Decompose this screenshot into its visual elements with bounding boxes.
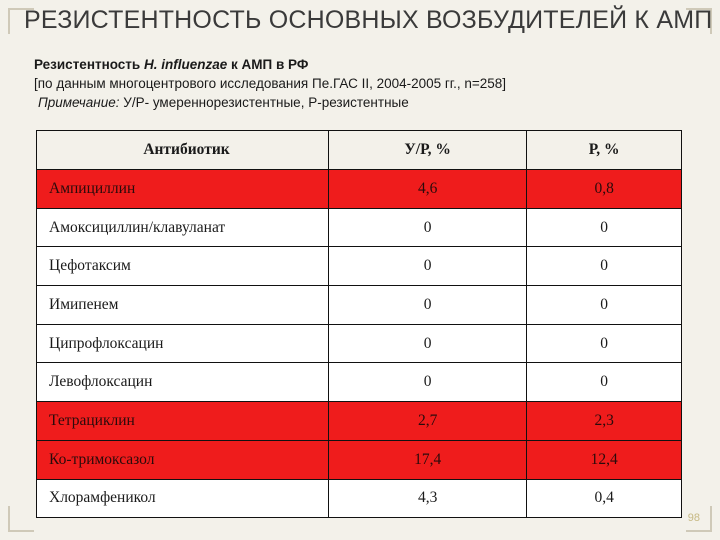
r-value-cell: 12,4 xyxy=(527,440,682,479)
slide-subtitle xyxy=(34,55,506,112)
antibiotic-cell: Хлорамфеникол xyxy=(37,479,329,518)
resistance-table xyxy=(36,130,682,518)
antibiotic-cell: Амоксициллин/клавуланат xyxy=(37,208,329,247)
ur-value-cell: 0 xyxy=(329,286,527,325)
note-text: У/Р- умереннорезистентные, Р-резистентные xyxy=(119,95,409,110)
table-row xyxy=(37,402,682,441)
table-row xyxy=(37,247,682,286)
slide-title: РЕЗИСТЕНТНОСТЬ ОСНОВНЫХ ВОЗБУДИТЕЛЕЙ К АМП xyxy=(24,6,713,34)
header-ur-percent: У/Р, % xyxy=(329,131,527,170)
subtitle-line-2: [по данным многоцентрового исследования Пе.ГАС II, 2004-2005 гг., n=258] xyxy=(34,76,506,91)
ur-value-cell: 2,7 xyxy=(329,402,527,441)
antibiotic-cell: Тетрациклин xyxy=(37,402,329,441)
table-row xyxy=(37,440,682,479)
page-number: 98 xyxy=(687,512,700,524)
r-value-cell: 0 xyxy=(527,208,682,247)
ur-value-cell: 0 xyxy=(329,363,527,402)
ur-value-cell: 0 xyxy=(329,324,527,363)
table-row xyxy=(37,479,682,518)
subtitle-prefix: Резистентность xyxy=(34,57,144,72)
table-row xyxy=(37,286,682,325)
ur-value-cell: 0 xyxy=(329,208,527,247)
table-row xyxy=(37,363,682,402)
subtitle-suffix: к АМП в РФ xyxy=(227,57,309,72)
r-value-cell: 0 xyxy=(527,363,682,402)
table-row xyxy=(37,324,682,363)
r-value-cell: 0,4 xyxy=(527,479,682,518)
table-header-row xyxy=(37,131,682,170)
frame-corner-bottom-left xyxy=(8,506,34,532)
r-value-cell: 2,3 xyxy=(527,402,682,441)
ur-value-cell: 0 xyxy=(329,247,527,286)
ur-value-cell: 17,4 xyxy=(329,440,527,479)
note-label: Примечание: xyxy=(38,95,120,110)
antibiotic-cell: Цефотаксим xyxy=(37,247,329,286)
r-value-cell: 0 xyxy=(527,286,682,325)
table-row xyxy=(37,208,682,247)
r-value-cell: 0 xyxy=(527,324,682,363)
antibiotic-cell: Ципрофлоксацин xyxy=(37,324,329,363)
table-row xyxy=(37,170,682,209)
antibiotic-cell: Ко-тримоксазол xyxy=(37,440,329,479)
organism-name: H. influenzae xyxy=(143,57,228,72)
subtitle-line-1 xyxy=(34,55,506,74)
antibiotic-cell: Левофлоксацин xyxy=(37,363,329,402)
r-value-cell: 0,8 xyxy=(527,170,682,209)
header-r-percent: Р, % xyxy=(527,131,682,170)
ur-value-cell: 4,6 xyxy=(329,170,527,209)
ur-value-cell: 4,3 xyxy=(329,479,527,518)
r-value-cell: 0 xyxy=(527,247,682,286)
subtitle-note xyxy=(38,93,506,112)
antibiotic-cell: Имипенем xyxy=(37,286,329,325)
header-antibiotic: Антибиотик xyxy=(37,131,329,170)
antibiotic-cell: Ампициллин xyxy=(37,170,329,209)
